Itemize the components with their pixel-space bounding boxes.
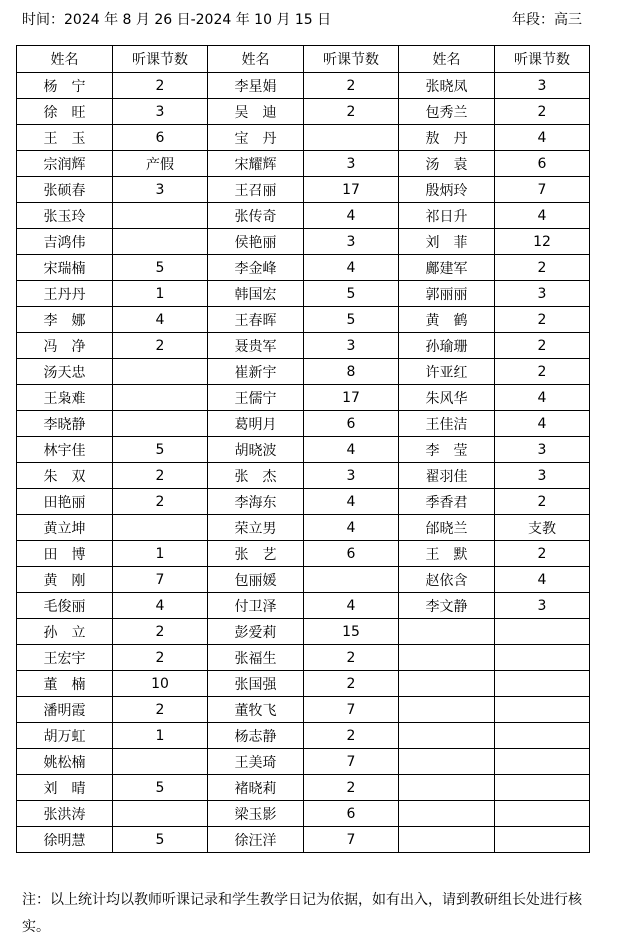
lesson-count-cell: 2 [113,73,208,99]
teacher-name-cell [399,619,495,645]
lesson-count-cell [495,801,590,827]
table-row [17,489,590,515]
table-row [17,73,590,99]
grade-label: 年段：高三 [512,12,582,28]
lesson-count-cell: 7 [113,567,208,593]
teacher-name-cell: 朱 双 [17,463,113,489]
lesson-count-cell: 4 [495,385,590,411]
teacher-name-cell: 吉鸿伟 [17,229,113,255]
lesson-count-cell: 4 [304,489,399,515]
teacher-name-cell: 王 默 [399,541,495,567]
table-row [17,203,590,229]
teacher-name-cell [399,801,495,827]
teacher-name-cell: 孙 立 [17,619,113,645]
lesson-count-cell [113,749,208,775]
teacher-name-cell: 王枭难 [17,385,113,411]
lesson-count-cell: 4 [304,203,399,229]
teacher-name-cell: 张玉玲 [17,203,113,229]
lesson-count-cell: 2 [113,619,208,645]
teacher-name-cell: 姚松楠 [17,749,113,775]
lesson-count-cell [495,749,590,775]
teacher-name-cell: 张传奇 [208,203,304,229]
teacher-name-cell: 王召丽 [208,177,304,203]
lesson-count-cell: 2 [304,671,399,697]
teacher-name-cell: 孙瑜珊 [399,333,495,359]
lesson-count-cell: 3 [304,229,399,255]
lesson-count-cell: 3 [304,333,399,359]
teacher-name-cell: 徐明慧 [17,827,113,853]
lesson-count-cell [113,229,208,255]
lesson-count-cell [304,125,399,151]
lesson-count-cell: 7 [304,697,399,723]
time-range: 时间：2024 年 8 月 26 日-2024 年 10 月 15 日 [22,12,332,28]
lesson-count-cell: 2 [304,73,399,99]
lesson-count-cell [113,203,208,229]
lesson-count-cell: 2 [495,541,590,567]
lesson-count-cell: 3 [304,151,399,177]
lesson-count-cell: 2 [304,775,399,801]
teacher-name-cell: 汤 袁 [399,151,495,177]
teacher-name-cell: 李 莹 [399,437,495,463]
lesson-count-cell: 8 [304,359,399,385]
lesson-count-cell: 6 [495,151,590,177]
teacher-name-cell [399,671,495,697]
teacher-name-cell: 董牧飞 [208,697,304,723]
teacher-name-cell: 王丹丹 [17,281,113,307]
lesson-count-cell: 5 [113,437,208,463]
teacher-name-cell: 徐汪洋 [208,827,304,853]
column-header: 姓名 [208,46,304,73]
lesson-count-cell: 5 [304,281,399,307]
teacher-name-cell: 张晓凤 [399,73,495,99]
teacher-name-cell: 张国强 [208,671,304,697]
table-row [17,593,590,619]
lesson-count-cell: 12 [495,229,590,255]
lesson-count-cell: 1 [113,723,208,749]
lesson-count-cell: 6 [113,125,208,151]
lesson-count-cell: 2 [495,307,590,333]
teacher-name-cell: 黄 刚 [17,567,113,593]
lesson-count-cell: 5 [304,307,399,333]
teacher-name-cell: 宋耀辉 [208,151,304,177]
lesson-count-cell: 3 [495,463,590,489]
document-header [22,9,582,29]
teacher-name-cell: 宗润辉 [17,151,113,177]
lesson-count-cell: 4 [495,567,590,593]
lesson-count-cell: 1 [113,541,208,567]
teacher-name-cell: 张 杰 [208,463,304,489]
table-row [17,671,590,697]
teacher-name-cell: 朱风华 [399,385,495,411]
table-row [17,255,590,281]
lesson-count-cell: 4 [304,593,399,619]
teacher-name-cell: 刘 晴 [17,775,113,801]
teacher-name-cell: 李文静 [399,593,495,619]
lesson-count-cell: 2 [304,645,399,671]
table-row [17,775,590,801]
lesson-count-cell: 3 [113,177,208,203]
teacher-name-cell: 张硕春 [17,177,113,203]
attendance-table [16,45,590,853]
teacher-name-cell: 黄 鹤 [399,307,495,333]
lesson-count-cell: 2 [113,463,208,489]
lesson-count-cell: 3 [304,463,399,489]
teacher-name-cell: 殷炳玲 [399,177,495,203]
table-row [17,541,590,567]
teacher-name-cell: 侯艳丽 [208,229,304,255]
table-row [17,697,590,723]
table-body [17,73,590,853]
teacher-name-cell: 汤天忠 [17,359,113,385]
column-header: 姓名 [399,46,495,73]
lesson-count-cell [495,827,590,853]
teacher-name-cell: 张洪涛 [17,801,113,827]
lesson-count-cell: 2 [495,255,590,281]
table-row [17,567,590,593]
lesson-count-cell [495,671,590,697]
lesson-count-cell [304,567,399,593]
table-row [17,801,590,827]
teacher-name-cell: 鄺建军 [399,255,495,281]
teacher-name-cell: 祁日升 [399,203,495,229]
lesson-count-cell: 3 [495,281,590,307]
lesson-count-cell: 2 [113,645,208,671]
lesson-count-cell: 6 [304,541,399,567]
lesson-count-cell [113,801,208,827]
teacher-name-cell: 荣立男 [208,515,304,541]
lesson-count-cell [113,359,208,385]
lesson-count-cell: 4 [304,255,399,281]
table-row [17,177,590,203]
column-header: 听课节数 [304,46,399,73]
lesson-count-cell: 7 [304,749,399,775]
lesson-count-cell: 7 [304,827,399,853]
lesson-count-cell [113,515,208,541]
lesson-count-cell: 4 [113,307,208,333]
column-header: 姓名 [17,46,113,73]
teacher-name-cell: 葛明月 [208,411,304,437]
footnote: 注：以上统计均以教师听课记录和学生教学日记为依据，如有出入，请到教研组长处进行核实。 [22,892,582,935]
lesson-count-cell [113,411,208,437]
teacher-name-cell: 邰晓兰 [399,515,495,541]
teacher-name-cell: 李金峰 [208,255,304,281]
lesson-count-cell: 5 [113,827,208,853]
table-row [17,229,590,255]
table-row [17,645,590,671]
lesson-count-cell [113,385,208,411]
table-row [17,125,590,151]
lesson-count-cell: 4 [495,203,590,229]
lesson-count-cell: 2 [113,333,208,359]
lesson-count-cell: 3 [495,437,590,463]
table-row [17,307,590,333]
teacher-name-cell: 黄立坤 [17,515,113,541]
teacher-name-cell: 胡晓波 [208,437,304,463]
lesson-count-cell: 2 [304,723,399,749]
lesson-count-cell: 6 [304,801,399,827]
lesson-count-cell: 10 [113,671,208,697]
teacher-name-cell: 王美琦 [208,749,304,775]
teacher-name-cell: 吴 迪 [208,99,304,125]
teacher-name-cell: 包秀兰 [399,99,495,125]
lesson-count-cell: 产假 [113,151,208,177]
teacher-name-cell: 敖 丹 [399,125,495,151]
lesson-count-cell: 支教 [495,515,590,541]
lesson-count-cell [495,723,590,749]
table-row [17,411,590,437]
teacher-name-cell [399,775,495,801]
teacher-name-cell [399,827,495,853]
teacher-name-cell: 杨 宁 [17,73,113,99]
lesson-count-cell: 15 [304,619,399,645]
lesson-count-cell: 2 [113,697,208,723]
teacher-name-cell [399,697,495,723]
table-row [17,359,590,385]
teacher-name-cell: 郭丽丽 [399,281,495,307]
lesson-count-cell: 3 [495,73,590,99]
teacher-name-cell: 徐 旺 [17,99,113,125]
teacher-name-cell: 赵依含 [399,567,495,593]
lesson-count-cell: 3 [113,99,208,125]
lesson-count-cell [495,775,590,801]
lesson-count-cell: 5 [113,255,208,281]
lesson-count-cell: 17 [304,177,399,203]
table-row [17,463,590,489]
lesson-count-cell: 3 [495,593,590,619]
lesson-count-cell: 2 [113,489,208,515]
teacher-name-cell: 褚晓莉 [208,775,304,801]
table-row [17,515,590,541]
teacher-name-cell: 许亚红 [399,359,495,385]
table-row [17,437,590,463]
lesson-count-cell: 4 [304,515,399,541]
table-row [17,723,590,749]
teacher-name-cell: 王儒宁 [208,385,304,411]
lesson-count-cell: 6 [304,411,399,437]
table-row [17,281,590,307]
teacher-name-cell: 聂贵军 [208,333,304,359]
lesson-count-cell: 7 [495,177,590,203]
teacher-name-cell: 李晓静 [17,411,113,437]
teacher-name-cell: 冯 净 [17,333,113,359]
teacher-name-cell: 宝 丹 [208,125,304,151]
lesson-count-cell: 4 [304,437,399,463]
lesson-count-cell: 2 [495,99,590,125]
teacher-name-cell: 李 娜 [17,307,113,333]
teacher-name-cell: 张 艺 [208,541,304,567]
column-header: 听课节数 [495,46,590,73]
lesson-count-cell: 4 [495,125,590,151]
teacher-name-cell: 付卫泽 [208,593,304,619]
lesson-count-cell: 5 [113,775,208,801]
teacher-name-cell: 王佳洁 [399,411,495,437]
lesson-count-cell [495,619,590,645]
lesson-count-cell: 2 [495,489,590,515]
teacher-name-cell: 彭爱莉 [208,619,304,645]
teacher-name-cell: 董 楠 [17,671,113,697]
teacher-name-cell: 王 玉 [17,125,113,151]
table-row [17,385,590,411]
teacher-name-cell: 翟羽佳 [399,463,495,489]
column-header: 听课节数 [113,46,208,73]
teacher-name-cell: 杨志静 [208,723,304,749]
lesson-count-cell [495,645,590,671]
lesson-count-cell [495,697,590,723]
table-header-row [17,46,590,73]
teacher-name-cell: 刘 菲 [399,229,495,255]
teacher-name-cell: 季香君 [399,489,495,515]
teacher-name-cell: 李星娟 [208,73,304,99]
lesson-count-cell: 4 [113,593,208,619]
teacher-name-cell: 胡万虹 [17,723,113,749]
teacher-name-cell [399,645,495,671]
lesson-count-cell: 17 [304,385,399,411]
teacher-name-cell: 张福生 [208,645,304,671]
lesson-count-cell: 1 [113,281,208,307]
teacher-name-cell [399,723,495,749]
teacher-name-cell: 毛俊丽 [17,593,113,619]
table-row [17,333,590,359]
teacher-name-cell [399,749,495,775]
table-row [17,827,590,853]
teacher-name-cell: 田艳丽 [17,489,113,515]
teacher-name-cell: 宋瑞楠 [17,255,113,281]
teacher-name-cell: 王春晖 [208,307,304,333]
table-row [17,99,590,125]
lesson-count-cell: 4 [495,411,590,437]
lesson-count-cell: 2 [304,99,399,125]
teacher-name-cell: 李海东 [208,489,304,515]
table-row [17,151,590,177]
lesson-count-cell: 2 [495,359,590,385]
teacher-name-cell: 王宏宇 [17,645,113,671]
teacher-name-cell: 崔新宇 [208,359,304,385]
table-row [17,749,590,775]
teacher-name-cell: 包丽媛 [208,567,304,593]
teacher-name-cell: 潘明霞 [17,697,113,723]
lesson-count-cell: 2 [495,333,590,359]
teacher-name-cell: 韩国宏 [208,281,304,307]
teacher-name-cell: 田 博 [17,541,113,567]
teacher-name-cell: 梁玉影 [208,801,304,827]
table-row [17,619,590,645]
teacher-name-cell: 林宇佳 [17,437,113,463]
